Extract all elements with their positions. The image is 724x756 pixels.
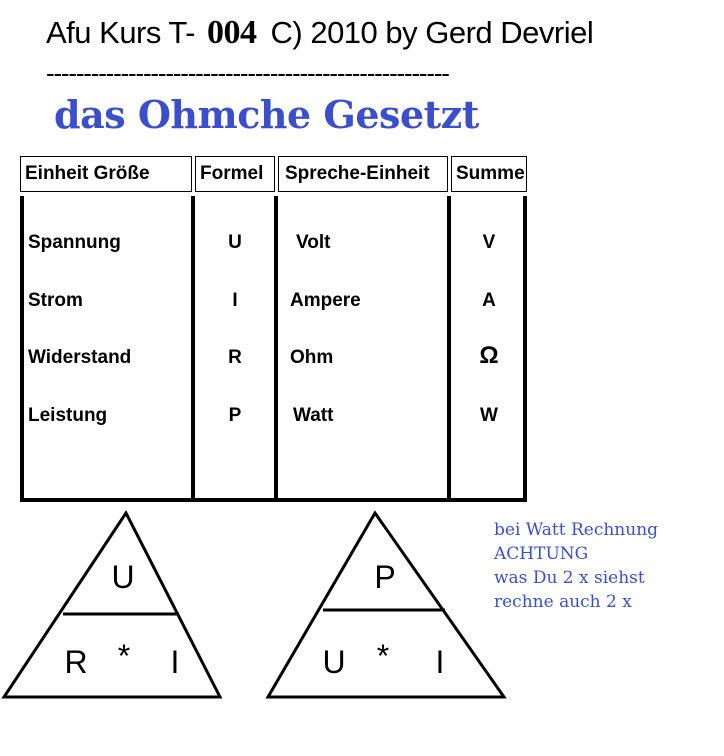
cell-formel: P [228, 405, 242, 426]
triangle-left-label: U [322, 644, 346, 680]
cell-formel: I [232, 290, 238, 311]
note-line: bei Watt Rechnung [494, 520, 659, 540]
course-number: 004 [207, 14, 257, 51]
triangle-uri [4, 513, 220, 697]
course-header [46, 14, 593, 52]
cell-einheit: Volt [296, 232, 331, 253]
column-header-groesse: Einheit Größe [20, 156, 192, 192]
cell-groesse: Strom [28, 290, 83, 311]
triangle-right-label: I [170, 644, 180, 680]
cell-summe: A [482, 290, 496, 311]
page-title: das Ohmche Gesetzt [54, 92, 479, 137]
triangle-right-label: I [435, 644, 445, 680]
triangle-operator: * [376, 638, 390, 674]
ohm-triangles [0, 505, 530, 710]
note-line: ACHTUNG [494, 544, 589, 564]
column-header-summe: Summe [451, 156, 527, 192]
cell-summe-ohm-symbol: Ω [479, 342, 499, 369]
cell-formel: U [228, 232, 242, 253]
watt-note [494, 518, 658, 614]
course-prefix: Afu Kurs T- [46, 15, 195, 50]
cell-groesse: Widerstand [28, 347, 132, 368]
course-copyright: C) 2010 by Gerd Devriel [270, 15, 594, 50]
triangle-operator: * [117, 638, 131, 674]
note-line: was Du 2 x siehst [494, 568, 645, 588]
cell-summe: V [482, 232, 496, 253]
triangle-outline [4, 513, 220, 697]
note-line: rechne auch 2 x [494, 592, 632, 612]
header-separator: ------------------------------------------------------ [46, 58, 449, 88]
cell-summe: W [480, 405, 498, 426]
cell-formel: R [228, 347, 242, 368]
cell-einheit: Ohm [290, 347, 334, 368]
triangle-top-label: U [111, 559, 135, 595]
cell-groesse: Leistung [28, 405, 108, 426]
column-header-einheit: Spreche-Einheit [278, 156, 448, 192]
table-border-bottom [20, 498, 527, 502]
triangle-left-label: R [64, 644, 88, 680]
table-border-left [20, 196, 24, 502]
triangle-pui [268, 513, 504, 697]
cell-groesse: Spannung [28, 232, 121, 253]
cell-einheit: Ampere [290, 290, 361, 311]
column-header-formel: Formel [195, 156, 275, 192]
triangle-top-label: P [374, 559, 396, 595]
cell-einheit: Watt [293, 405, 334, 426]
